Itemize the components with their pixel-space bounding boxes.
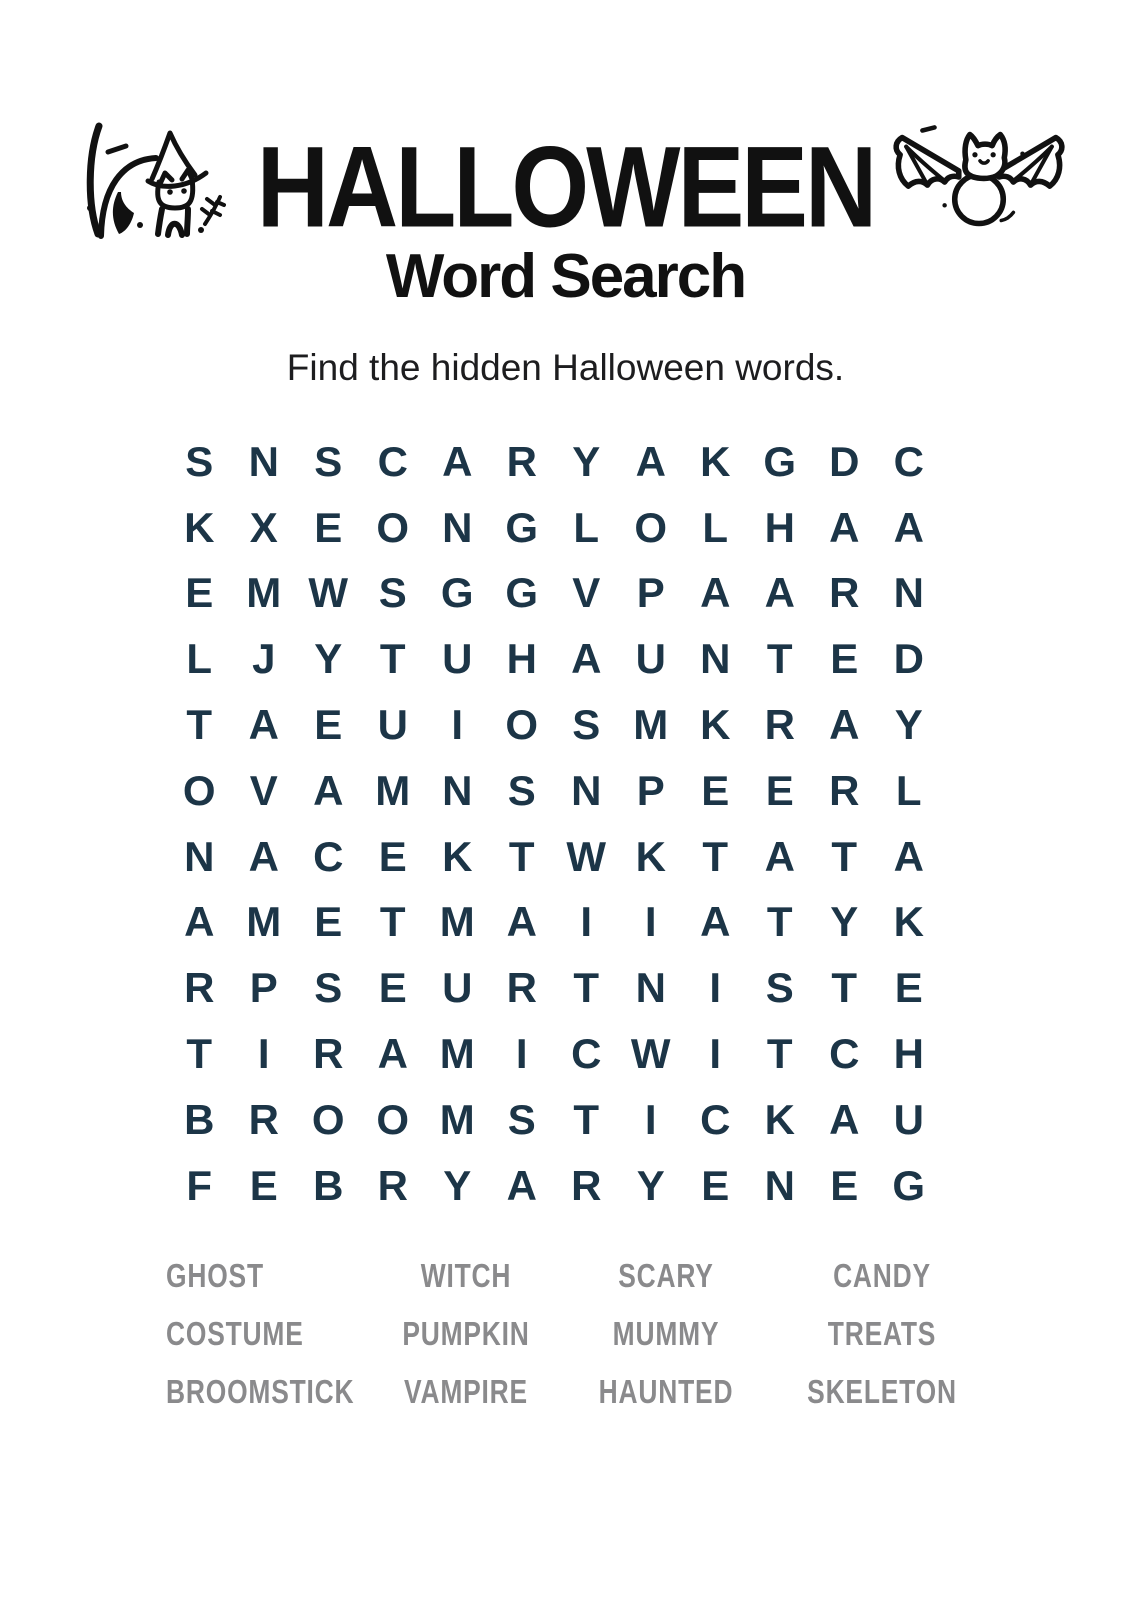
grid-cell: A [635,437,666,485]
grid-row [167,495,941,561]
grid-cell: T [766,635,793,683]
grid-cell: K [700,437,731,485]
bat-icon [888,124,1070,228]
grid-cell: S [507,1095,536,1143]
grid-cell: N [893,569,924,617]
grid-cell: C [700,1095,731,1143]
grid-cell: S [314,964,343,1012]
grid-cell: T [831,964,858,1012]
grid-cell: E [314,701,343,749]
grid-cell: L [186,635,213,683]
grid-cell: F [186,1161,213,1209]
grid-cell: I [451,701,464,749]
grid-row [167,890,941,956]
grid-cell: T [508,832,535,880]
grid-cell: U [377,701,408,749]
grid-row [167,1153,941,1219]
grid-cell: A [184,898,215,946]
grid-cell: A [700,569,731,617]
grid-cell: T [186,701,213,749]
grid-cell: O [376,1095,410,1143]
grid-cell: E [249,1161,278,1209]
grid-cell: S [378,569,407,617]
grid-cell: T [766,898,793,946]
grid-cell: O [505,701,539,749]
grid-cell: R [829,766,860,814]
grid-cell: Y [894,701,923,749]
grid-cell: S [765,964,794,1012]
grid-cell: X [249,503,278,551]
grid-cell: I [644,1095,657,1143]
grid-cell: C [893,437,924,485]
grid-cell: T [831,832,858,880]
grid-cell: P [636,766,665,814]
grid-cell: G [763,437,797,485]
grid-cell: R [377,1161,408,1209]
grid-cell: A [700,898,731,946]
word-list-item: SCARY [618,1256,714,1294]
instruction-text: Find the hidden Halloween words. [286,347,845,388]
grid-cell: W [630,1030,671,1078]
grid-cell: O [634,503,668,551]
grid-cell: H [893,1030,924,1078]
grid-cell: W [566,832,607,880]
grid-cell: P [636,569,665,617]
grid-cell: L [573,503,600,551]
grid-row [167,692,941,758]
grid-row [167,1021,941,1087]
grid-cell: U [893,1095,924,1143]
grid-cell: M [439,898,475,946]
grid-cell: K [184,503,215,551]
grid-cell: S [185,437,214,485]
grid-cell: S [572,701,601,749]
grid-cell: N [635,964,666,1012]
grid-cell: J [252,635,276,683]
grid-cell: E [314,503,343,551]
grid-cell: G [892,1161,926,1209]
grid-cell: M [633,701,669,749]
grid-cell: T [186,1030,213,1078]
grid-cell: D [829,437,860,485]
grid-cell: E [378,964,407,1012]
grid-cell: K [893,898,924,946]
grid-cell: K [764,1095,795,1143]
grid-cell: E [185,569,214,617]
grid-cell: R [571,1161,602,1209]
grid-cell: T [766,1030,793,1078]
grid-cell: E [765,766,794,814]
grid-row [167,561,941,627]
grid-cell: T [573,964,600,1012]
grid-cell: K [442,832,473,880]
grid-cell: H [506,635,537,683]
grid-row [167,1087,941,1153]
grid-cell: A [248,701,279,749]
grid-cell: A [893,832,924,880]
grid-cell: C [313,832,344,880]
grid-cell: N [764,1161,795,1209]
grid-cell: I [580,898,593,946]
grid-cell: Y [830,898,859,946]
grid-row [167,626,941,692]
grid-cell: E [830,1161,859,1209]
grid-cell: B [184,1095,215,1143]
grid-cell: A [829,503,860,551]
grid-cell: N [700,635,731,683]
word-list-item: SKELETON [807,1372,957,1410]
grid-cell: C [377,437,408,485]
grid-cell: A [248,832,279,880]
grid-cell: E [378,832,407,880]
grid-cell: Y [443,1161,472,1209]
grid-cell: R [506,964,537,1012]
grid-cell: U [442,635,473,683]
grid-row [167,955,941,1021]
grid-cell: L [702,503,729,551]
grid-cell: A [829,1095,860,1143]
grid-cell: A [506,1161,537,1209]
word-list-item: BROOMSTICK [166,1372,355,1410]
grid-cell: Y [314,635,343,683]
grid-cell: R [829,569,860,617]
grid-cell: E [894,964,923,1012]
grid-cell: V [572,569,601,617]
grid-cell: C [571,1030,602,1078]
grid-cell: R [764,701,795,749]
grid-cell: O [311,1095,345,1143]
grid-cell: A [829,701,860,749]
grid-cell: A [442,437,473,485]
grid-cell: N [184,832,215,880]
grid-cell: T [573,1095,600,1143]
grid-cell: U [442,964,473,1012]
grid-cell: I [709,1030,722,1078]
page-subtitle: Word Search [385,242,746,311]
word-list-item: TREATS [827,1314,937,1352]
grid-cell: A [764,569,795,617]
letter-grid [167,429,941,1219]
grid-cell: H [764,503,795,551]
grid-cell: K [700,701,731,749]
grid-cell: M [439,1030,475,1078]
grid-cell: R [184,964,215,1012]
grid-cell: E [701,766,730,814]
grid-cell: T [379,635,406,683]
grid-cell: G [440,569,474,617]
grid-cell: S [314,437,343,485]
grid-cell: V [249,766,278,814]
grid-cell: T [702,832,729,880]
grid-cell: N [571,766,602,814]
grid-cell: S [507,766,536,814]
grid-cell: G [505,503,539,551]
page-title: HALLOWEEN [256,123,875,252]
word-list-item: CANDY [833,1256,931,1294]
grid-cell: E [830,635,859,683]
word-list [166,1246,998,1420]
grid-row [167,429,941,495]
grid-cell: R [506,437,537,485]
word-list-item: PUMPKIN [402,1314,530,1352]
grid-cell: P [249,964,278,1012]
grid-cell: A [764,832,795,880]
word-list-item: MUMMY [612,1314,720,1352]
grid-cell: K [635,832,666,880]
grid-cell: C [829,1030,860,1078]
grid-cell: O [376,503,410,551]
grid-cell: M [246,898,282,946]
grid-cell: T [379,898,406,946]
grid-cell: N [442,503,473,551]
grid-cell: A [893,503,924,551]
grid-cell: W [308,569,349,617]
grid-cell: I [644,898,657,946]
grid-cell: B [313,1161,344,1209]
grid-cell: Y [636,1161,665,1209]
grid-cell: A [571,635,602,683]
word-list-item: GHOST [166,1256,264,1294]
grid-cell: I [515,1030,528,1078]
grid-cell: O [182,766,216,814]
grid-cell: M [375,766,411,814]
grid-cell: A [313,766,344,814]
grid-cell: Y [572,437,601,485]
word-list-item: WITCH [420,1256,512,1294]
grid-cell: A [377,1030,408,1078]
word-list-item: COSTUME [166,1314,304,1352]
grid-cell: D [893,635,924,683]
grid-cell: M [246,569,282,617]
grid-cell: R [313,1030,344,1078]
grid-cell: I [709,964,722,1012]
grid-cell: I [257,1030,270,1078]
grid-cell: A [506,898,537,946]
word-list-item: HAUNTED [598,1372,734,1410]
grid-cell: U [635,635,666,683]
grid-cell: N [248,437,279,485]
grid-cell: E [314,898,343,946]
grid-row [167,758,941,824]
grid-cell: N [442,766,473,814]
grid-cell: M [439,1095,475,1143]
grid-cell: L [895,766,922,814]
grid-cell: E [701,1161,730,1209]
grid-cell: G [505,569,539,617]
word-list-item: VAMPIRE [404,1372,528,1410]
grid-row [167,824,941,890]
grid-cell: R [248,1095,279,1143]
